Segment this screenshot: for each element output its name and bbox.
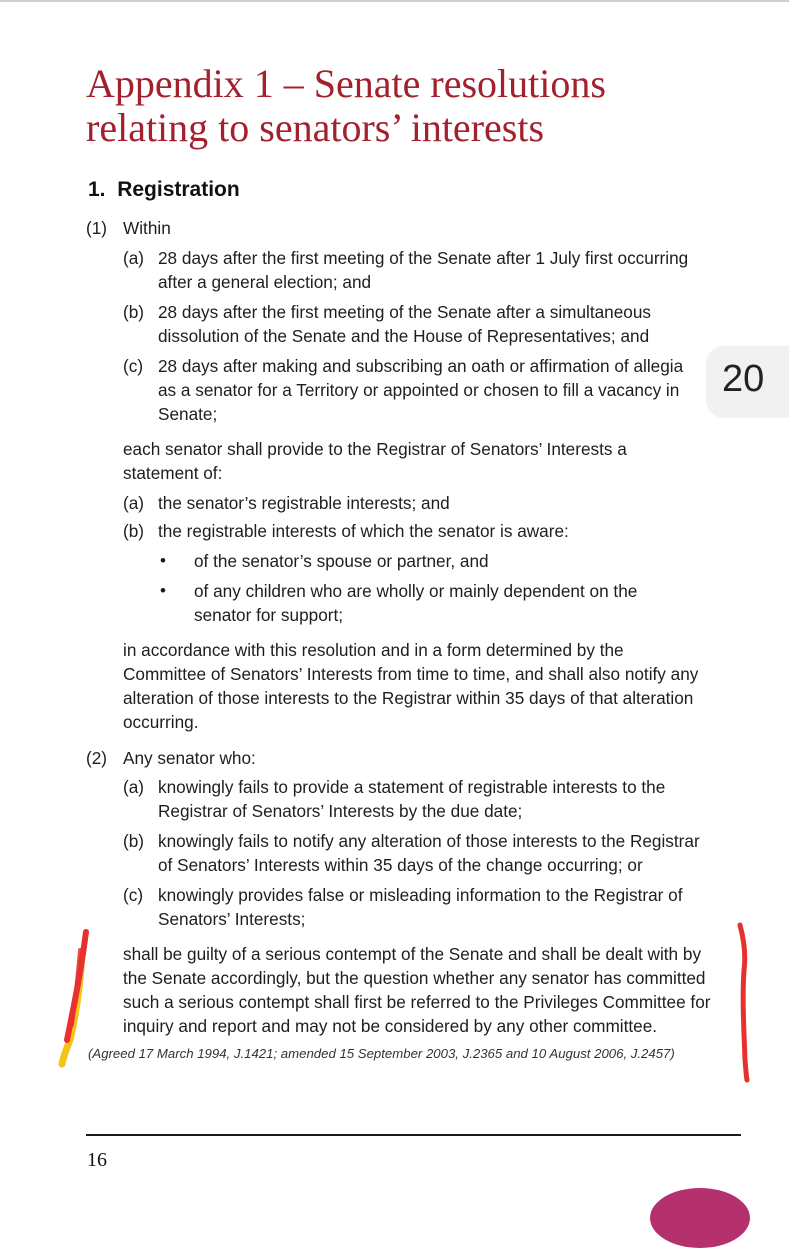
bullet-line: senator for support; [194, 605, 344, 625]
closing-line: alteration of those interests to the Registrar within 35 days of that alteration [123, 688, 694, 708]
item-1b-marker: (b) [123, 302, 145, 322]
item-1c-line: 28 days after making and subscribing an oath or affirmation of allegia [158, 356, 684, 376]
consequence-line: inquiry and report and may not be considered by any other committee. [123, 1016, 658, 1036]
item-1a-line: after a general election; and [158, 272, 372, 292]
right-red-bracket [740, 925, 747, 1080]
consequence-line: shall be guilty of a serious contempt of the Senate and shall be dealt with by [123, 944, 702, 964]
sub-item-a-text: the senator’s registrable interests; and [158, 493, 450, 513]
bullet-line: of any children who are wholly or mainly dependent on the [194, 581, 638, 601]
page-title [86, 62, 746, 150]
closing-line: Committee of Senators’ Interests from time to time, and shall also notify any [123, 664, 699, 684]
item-1a-marker: (a) [123, 248, 145, 268]
title-line-1: Appendix 1 – Senate resolutions [86, 61, 606, 106]
item-1a-line: 28 days after the first meeting of the Senate after 1 July first occurring [158, 248, 689, 268]
bullet-dot: • [160, 581, 166, 600]
consequence-line: the Senate accordingly, but the question whether any senator has committed [123, 968, 706, 988]
left-yellow-mark [62, 955, 82, 1064]
sub-item-b-marker: (b) [123, 521, 145, 541]
consequence-line: such a serious contempt shall first be referred to the Privileges Committee for [123, 992, 711, 1012]
footnote: (Agreed 17 March 1994, J.1421; amended 15 September 2003, J.2365 and 10 August 2006, J.2457) [88, 1046, 675, 1061]
page-indicator[interactable] [706, 346, 789, 418]
item-2c-line: Senators’ Interests; [158, 909, 306, 929]
item-2a-marker: (a) [123, 777, 145, 797]
item-2b-line: of Senators’ Interests within 35 days of the change occurring; or [158, 855, 643, 875]
page-number: 16 [87, 1149, 107, 1171]
statement-line: statement of: [123, 463, 223, 483]
item-2b-line: knowingly fails to notify any alteration of those interests to the Registrar [158, 831, 700, 851]
left-red-mark-2 [72, 950, 80, 1025]
para-2-marker: (2) [86, 748, 108, 768]
item-2c-line: knowingly provides false or misleading information to the Registrar of [158, 885, 683, 905]
para-1-marker: (1) [86, 218, 108, 238]
para-1-intro: Within [123, 218, 171, 238]
closing-line: occurring. [123, 712, 199, 732]
item-1c-line: as a senator for a Territory or appointed or chosen to fill a vacancy in [158, 380, 680, 400]
item-1c-marker: (c) [123, 356, 144, 376]
bullet-line: of the senator’s spouse or partner, and [194, 551, 489, 571]
section-heading [88, 178, 240, 202]
item-1c-line: Senate; [158, 404, 218, 424]
statement-line: each senator shall provide to the Registrar of Senators’ Interests a [123, 439, 627, 459]
item-1b-line: dissolution of the Senate and the House of Representatives; and [158, 326, 650, 346]
para-2-intro: Any senator who: [123, 748, 256, 768]
title-line-2: relating to senators’ interests [86, 105, 545, 150]
section-number: 1. [88, 178, 106, 201]
sub-item-b-text: the registrable interests of which the senator is aware: [158, 521, 569, 541]
footer-rule [86, 1134, 741, 1136]
section-title: Registration [117, 178, 240, 201]
sub-item-a-marker: (a) [123, 493, 145, 513]
bullet-dot: • [160, 551, 166, 570]
item-2a-line: Registrar of Senators’ Interests by the due date; [158, 801, 523, 821]
page-top-border [0, 0, 789, 2]
item-2b-marker: (b) [123, 831, 145, 851]
closing-line: in accordance with this resolution and in a form determined by the [123, 640, 624, 660]
item-2a-line: knowingly fails to provide a statement of registrable interests to the [158, 777, 666, 797]
left-red-mark [67, 932, 86, 1040]
floating-action-button[interactable] [650, 1188, 750, 1248]
page-indicator-number: 20 [722, 358, 765, 400]
item-1b-line: 28 days after the first meeting of the Senate after a simultaneous [158, 302, 651, 322]
item-2c-marker: (c) [123, 885, 144, 905]
